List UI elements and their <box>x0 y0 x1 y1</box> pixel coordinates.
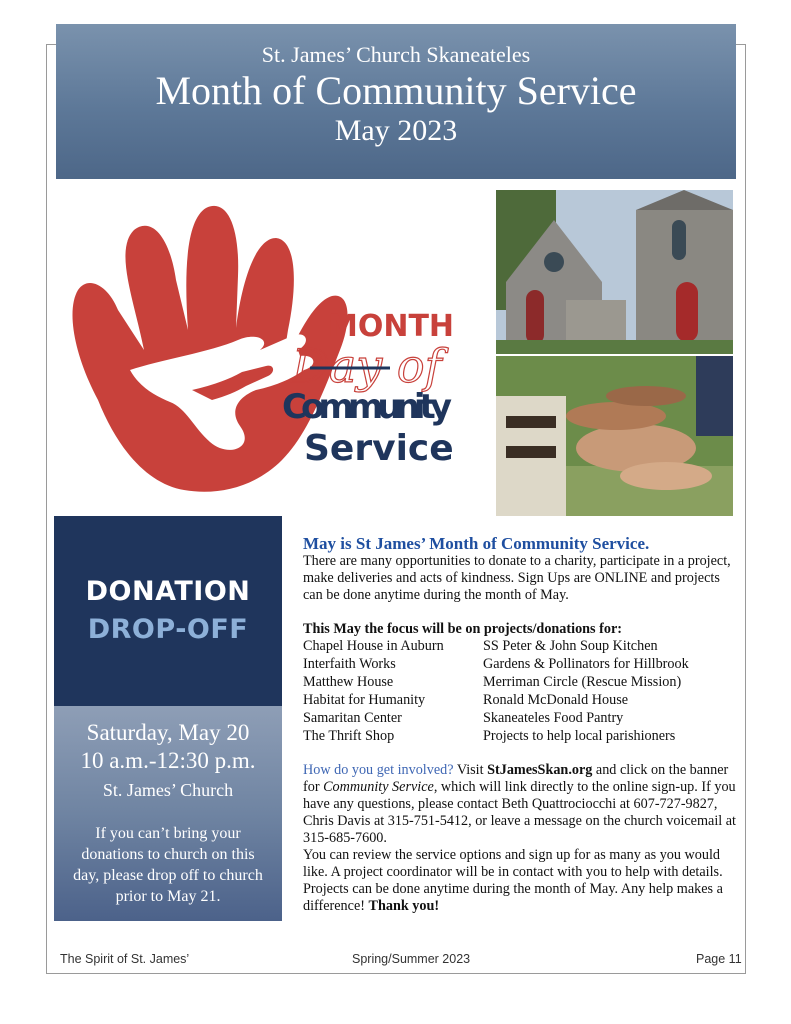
list-item: Gardens & Pollinators for Hillbrook <box>483 656 689 672</box>
list-item: Merriman Circle (Rescue Mission) <box>483 674 682 690</box>
involvement-paragraph-2 <box>303 847 743 915</box>
project-list <box>303 638 743 745</box>
dropoff-day: Saturday, May 20 <box>86 720 250 745</box>
intro-heading: May is St James’ Month of Community Service. <box>303 534 650 553</box>
footer-page-number: Page 11 <box>696 952 742 966</box>
list-item: Projects to help local parishioners <box>483 728 676 744</box>
dropoff-title-line1: DONATION <box>85 576 251 607</box>
list-item: Interfaith Works <box>303 656 396 672</box>
list-item: Matthew House <box>303 674 394 690</box>
involvement-text-2: , which will link directly to the online sign-up. If you have any questions, please contact Beth Quattrociocchi at 607-727-9827, Chris Davis at 315-751-5412, or leave a message on the church voicemail at 315-685-7600. <box>303 779 736 846</box>
dropoff-place: St. James’ Church <box>102 780 234 800</box>
involvement-visit: Visit <box>453 762 488 778</box>
dropoff-time: 10 a.m.-12:30 p.m. <box>80 748 256 773</box>
list-item: Chapel House in Auburn <box>303 638 444 654</box>
dropoff-note: If you can’t bring your donations to church on this day, please drop off to church prior to May 21. <box>73 825 263 905</box>
community-service-logo <box>60 190 485 510</box>
church-name: St. James’ Church Skaneateles <box>261 42 531 67</box>
header-banner <box>56 24 736 179</box>
hands-together-photo <box>496 356 733 516</box>
list-item: Samaritan Center <box>303 710 402 726</box>
church-photo <box>496 190 733 354</box>
involvement-text <box>303 762 743 847</box>
involvement-text-1: and click on the banner for <box>303 762 729 795</box>
intro-body: There are many opportunities to donate to a charity, participate in a project, make deliveries and acts of kindness. Sign Ups are ONLINE and projects can be done anytime during the month of May. <box>303 553 731 603</box>
dropoff-details-box <box>54 706 282 921</box>
list-item: SS Peter & John Soup Kitchen <box>483 638 658 654</box>
focus-section <box>303 621 743 745</box>
list-item: Ronald McDonald House <box>483 692 629 708</box>
focus-heading: This May the focus will be on projects/donations for: <box>303 621 622 637</box>
involvement-text-3: You can review the service options and sign up for as many as you would like. A project coordinator will be in contact with you to help with details. Projects can be done anytime during the month of May. Any help makes a difference! <box>303 847 723 914</box>
thank-you: Thank you! <box>368 898 440 914</box>
list-item: Skaneateles Food Pantry <box>483 710 624 726</box>
donation-dropoff-box <box>54 516 282 706</box>
logo-word-day-of: Day of <box>292 339 442 393</box>
footer-season: Spring/Summer 2023 <box>352 952 471 966</box>
involvement-section <box>303 762 743 915</box>
banner-date: May 2023 <box>334 114 458 147</box>
list-item: Habitat for Humanity <box>303 692 426 708</box>
dropoff-title-line2: DROP-OFF <box>87 614 249 645</box>
community-service-italic: Community Service <box>323 779 434 795</box>
page-title: Month of Community Service <box>155 68 637 113</box>
involvement-question: How do you get involved? <box>303 762 454 778</box>
logo-word-service: Service <box>304 428 454 469</box>
footer-publication: The Spirit of St. James’ <box>60 952 190 966</box>
main-content <box>303 534 743 915</box>
logo-word-month: MONTH <box>328 309 455 344</box>
website-link[interactable]: StJamesSkan.org <box>487 762 593 778</box>
list-item: The Thrift Shop <box>303 728 395 744</box>
logo-word-community: Community <box>282 387 452 427</box>
